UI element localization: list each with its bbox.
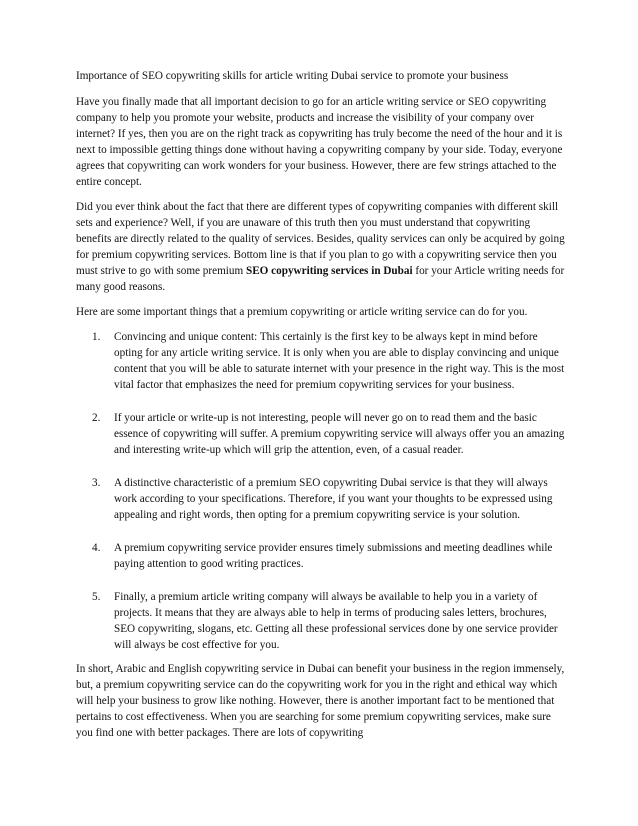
paragraph-intro: Have you finally made that all important decision to go for an article writing service or SEO copywriting company to help you promote your website, products and increase the visibility of your company over internet? If yes, then you are on the right track as copywriting has truly become the need of the hour and it is next to impossible getting things done without having a copywriting company by your side. Today, everyone agrees that copywriting can work wonders for your business. However, there are few strings attached to the entire concept. <box>76 96 563 188</box>
benefits-list <box>76 329 566 653</box>
list-item <box>76 589 566 653</box>
paragraph-types-text: Did you ever think about the fact that there are different types of copywriting companies with different skill sets and experience? Well, if you are unaware of this truth then you must understand that copywriting benefits are directly related to the quality of services. Besides, quality services can only be acquired by going for premium copywriting services. Bottom line is that if you plan to go with a copywriting service then you must strive to go with some premium <box>76 201 565 277</box>
list-number: 5. <box>92 591 101 603</box>
list-number: 3. <box>92 477 101 489</box>
paragraph-types-tail: for your Article writing needs for many good reasons. <box>76 265 565 293</box>
list-number: 4. <box>92 542 101 554</box>
list-item-text: A premium copywriting service provider ensures timely submissions and meeting deadlines while paying attention to good writing practices. <box>114 542 553 570</box>
paragraph-types <box>76 199 566 295</box>
document-title: Importance of SEO copywriting skills for article writing Dubai service to promote your business <box>76 70 509 82</box>
list-item-text: Convincing and unique content: This certainly is the first key to be always kept in mind before opting for any article writing service. It is only when you are able to display convincing and unique content that you will be able to saturate internet with your presence in the right way. This is the most vital factor that emphasizes the need for premium copywriting services for your business. <box>114 331 565 391</box>
list-number: 1. <box>92 331 101 343</box>
list-item <box>76 410 566 458</box>
list-item <box>76 540 566 572</box>
list-item-text: Finally, a premium article writing company will always be available to help you in a variety of projects. It means that they are always able to help in terms of producing sales letters, brochures, SEO copywriting, slogans, etc. Getting all these professional services done by one service provider will always be cost effective for you. <box>114 591 558 651</box>
paragraph-conclusion: In short, Arabic and English copywriting service in Dubai can benefit your business in the region immensely, but, a premium copywriting service can do the copywriting work for you in the right and ethical way which will help your business to grow like nothing. However, there is another important fact to be mentioned that pertains to cost effectiveness. When you are searching for some premium copywriting services, make sure you find one with better packages. There are lots of copywriting <box>76 663 565 739</box>
list-item-text: A distinctive characteristic of a premium SEO copywriting Dubai service is that they will always work according to your specifications. Therefore, if you want your thoughts to be expressed using appealing and right words, then opting for a premium copywriting service is your solution. <box>114 477 553 521</box>
list-item-text: If your article or write-up is not interesting, people will never go on to read them and the basic essence of copywriting will suffer. A premium copywriting service will always offer you an amazing and interesting write-up which will grip the attention, even, of a casual reader. <box>114 412 565 456</box>
bold-keyword: SEO copywriting services in Dubai <box>245 265 413 277</box>
list-item <box>76 329 566 393</box>
list-number: 2. <box>92 412 101 424</box>
paragraph-list-intro: Here are some important things that a premium copywriting or article writing service can do for you. <box>76 306 528 318</box>
list-item <box>76 475 566 523</box>
document-page <box>76 68 566 750</box>
